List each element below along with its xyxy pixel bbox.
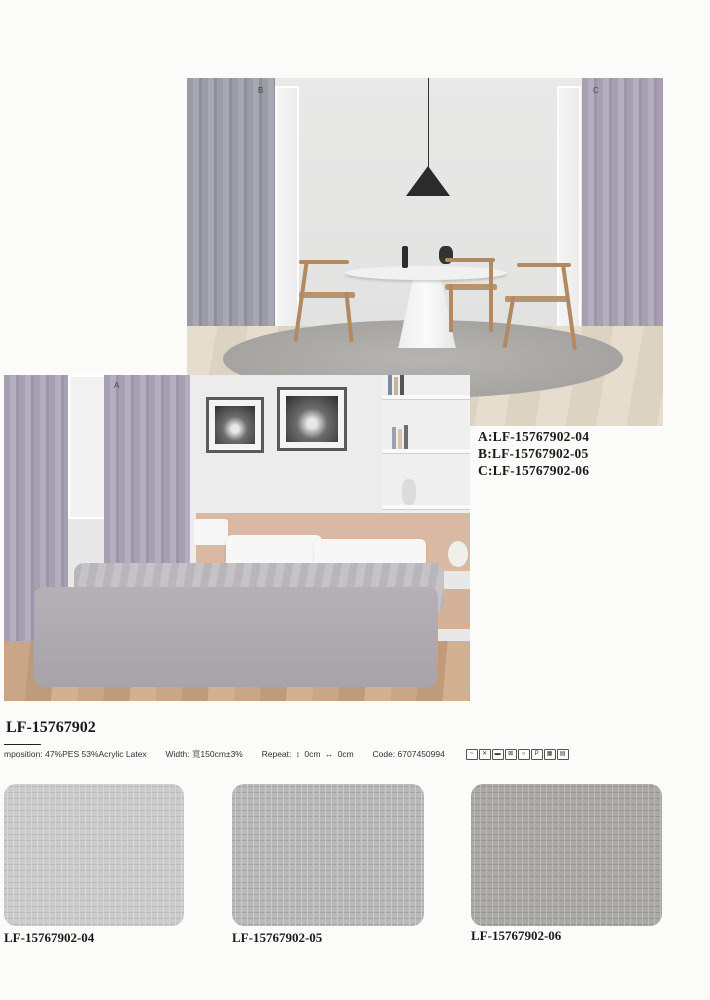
- code-text: Code: 6707450994: [372, 749, 445, 759]
- swatch-04: [4, 784, 184, 926]
- curtain-marker-b: B: [258, 86, 264, 95]
- bedroom-window: [68, 375, 108, 519]
- repeat-vertical: 0cm: [304, 749, 321, 759]
- horizontal-arrow-icon: ↔: [324, 749, 334, 759]
- fabric-texture-06: [471, 784, 662, 926]
- p-dry-clean-icon: P: [531, 749, 543, 760]
- lamp-cord: [428, 78, 429, 168]
- composition-text: mposition: 47%PES 53%Acrylic Latex: [4, 749, 147, 759]
- flowers: [448, 541, 468, 567]
- care-icons: [466, 748, 570, 759]
- rub-test-icon: ▦: [544, 749, 556, 760]
- sculpture: [402, 479, 416, 505]
- chair-2-leg: [449, 284, 453, 332]
- curtain-marker-a: A: [114, 381, 120, 390]
- duvet: [34, 587, 438, 687]
- shelf: [382, 449, 470, 454]
- pendant-lamp: [406, 166, 450, 196]
- legend-variant-a: A:LF-15767902-04: [478, 429, 590, 444]
- bedroom-photo: [4, 375, 470, 701]
- no-bleach-icon: ✕: [479, 749, 491, 760]
- swatch-code-04: LF-15767902-04: [4, 930, 95, 945]
- width-text: Width: 寬150cm±3%: [165, 749, 243, 759]
- fabric-texture-04: [4, 784, 184, 926]
- no-tumble-dry-icon: ⊠: [505, 749, 517, 760]
- table-top: [345, 266, 507, 280]
- curtain-marker-c: C: [593, 86, 599, 95]
- shelf: [382, 395, 470, 400]
- swatch-code-05: LF-15767902-05: [232, 930, 323, 945]
- book: [388, 375, 392, 395]
- vertical-arrow-icon: ↕: [295, 749, 301, 759]
- wall-art-left: [206, 397, 264, 453]
- spec-line: [4, 748, 704, 764]
- book: [400, 375, 404, 395]
- book: [392, 427, 396, 449]
- legend-variant-b: B:LF-15767902-05: [478, 446, 589, 461]
- curtain-b: [187, 78, 275, 328]
- chair-2-back: [445, 258, 495, 262]
- fabric-texture-05: [232, 784, 424, 926]
- dry-clean-icon: ○: [518, 749, 530, 760]
- swatch-code-06: LF-15767902-06: [471, 928, 562, 943]
- product-title: LF-15767902: [6, 719, 96, 736]
- repeat-horizontal: 0cm: [337, 749, 354, 759]
- book: [394, 377, 398, 395]
- dining-room-photo: [187, 78, 663, 426]
- wash-icon: ~: [466, 749, 478, 760]
- book: [398, 429, 402, 449]
- legend-variant-c: C:LF-15767902-06: [478, 463, 590, 478]
- bedside-lamp: [194, 519, 228, 545]
- curtain-a-right: [104, 375, 190, 575]
- chair-2-leg: [489, 262, 493, 332]
- iron-icon: ▬: [492, 749, 504, 760]
- shelf: [382, 505, 470, 510]
- swatch-05: [232, 784, 424, 926]
- curtain-c: [582, 78, 663, 328]
- vase: [402, 246, 408, 268]
- flammability-icon: ▤: [557, 749, 569, 760]
- window-left: [275, 86, 299, 340]
- repeat-label: Repeat:: [261, 749, 292, 759]
- wall-art-right: [277, 387, 347, 451]
- book: [404, 425, 408, 449]
- title-underline: [4, 744, 41, 745]
- swatch-06: [471, 784, 662, 926]
